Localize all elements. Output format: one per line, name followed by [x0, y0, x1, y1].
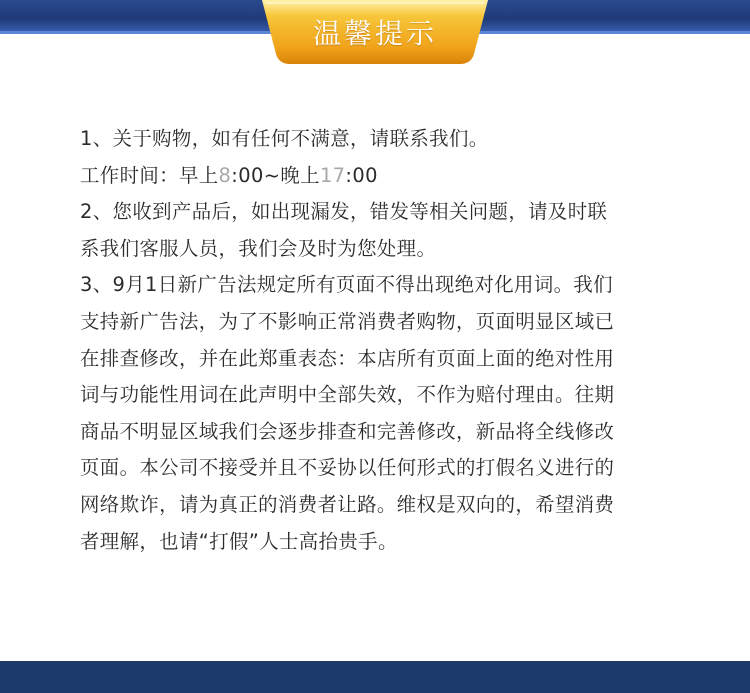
hours-end: 17	[319, 163, 346, 187]
page-title: 温馨提示	[312, 17, 437, 50]
notice-item-2-line-2: 系我们客服人员，我们会及时为您处理。	[80, 236, 437, 260]
notice-line-1: 1、关于购物，如有任何不满意，请联系我们。	[80, 127, 489, 150]
notice-item-3-line-7: 网络欺诈，请为真正的消费者让路。维权是双向的，希望消费	[80, 492, 615, 516]
notice-item-3-line-6: 页面。本公司不接受并且不妥协以任何形式的打假名义进行的	[80, 456, 615, 480]
notice-item-3-line-2: 支持新广告法，为了不影响正常消费者购物，页面明显区域已	[80, 309, 615, 333]
notice-content	[80, 121, 680, 560]
notice-item-2-line-1: 2、您收到产品后，如出现漏发，错发等相关问题，请及时联	[80, 200, 608, 224]
notice-item-3-line-4: 词与功能性用词在此声明中全部失效，不作为赔付理由。往期	[80, 383, 615, 407]
hours-middle: :00~晚上	[231, 163, 320, 187]
notice-item-3-line-1: 3、9月1日新广告法规定所有页面不得出现绝对化用词。我们	[80, 273, 613, 297]
title-badge	[262, 0, 488, 66]
working-hours	[80, 158, 680, 195]
hours-suffix: :00	[345, 163, 378, 187]
bottom-banner-bar	[0, 661, 750, 693]
hours-start: 8	[218, 163, 232, 187]
notice-item-3-line-3: 在排查修改，并在此郑重表态：本店所有页面上面的绝对性用	[80, 346, 615, 370]
notice-item-3-line-8: 者理解，也请“打假”人士高抬贵手。	[80, 529, 398, 553]
notice-item-3-line-5: 商品不明显区域我们会逐步排查和完善修改，新品将全线修改	[80, 419, 615, 443]
hours-prefix: 工作时间：早上	[80, 163, 219, 187]
